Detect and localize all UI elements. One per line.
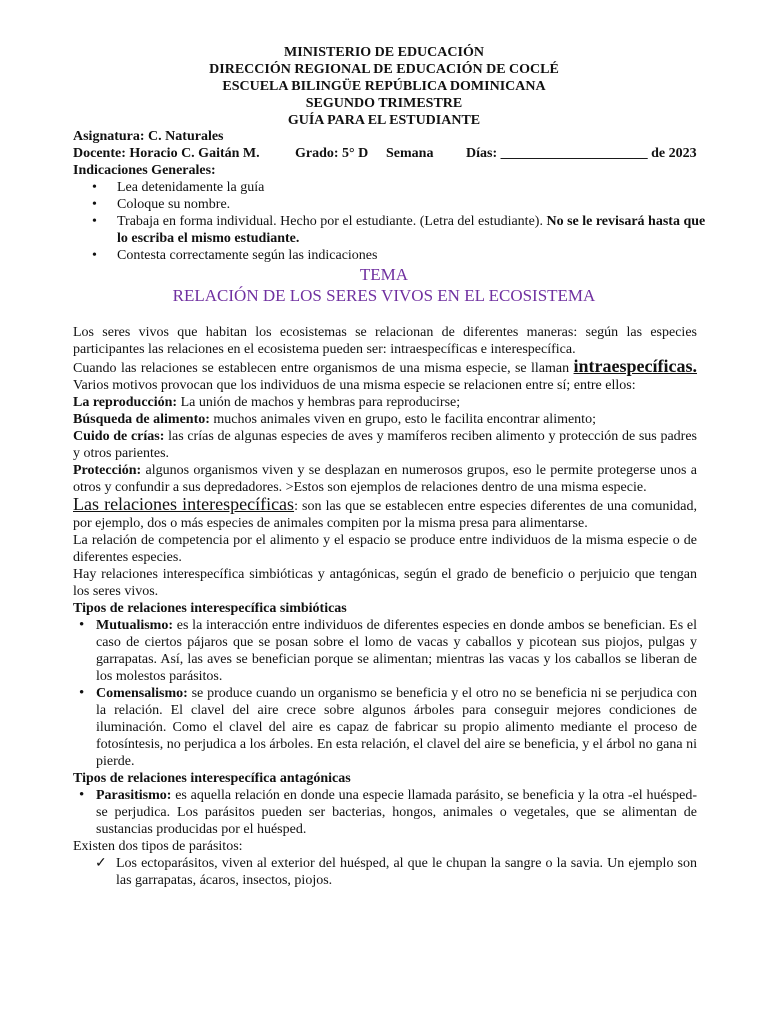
label-proteccion: Protección: bbox=[73, 463, 142, 478]
subheading-simbioticas bbox=[73, 600, 697, 617]
list-item bbox=[73, 855, 697, 889]
text-span: algunos organismos viven y se desplazan en numerosos grupos, eso le permite protegerse unos a otros y confundir a sus depredadores. >Estos son ejemplos de relaciones dentro de una misma especie. bbox=[73, 463, 697, 495]
parasitos-list bbox=[73, 855, 697, 889]
text-span: Cuando las relaciones se establecen entre organismos de una misma especie, se llaman bbox=[73, 361, 574, 376]
asignatura-line: Asignatura: C. Naturales bbox=[73, 129, 224, 144]
list-item-text: Coloque su nombre. bbox=[117, 197, 231, 212]
header-school: ESCUELA BILINGÜE REPÚBLICA DOMINICANA bbox=[222, 79, 546, 94]
label-comensalismo: Comensalismo: bbox=[96, 686, 188, 701]
subheading-text: Tipos de relaciones interespecífica antagónicas bbox=[73, 771, 351, 786]
header-trimester: SEGUNDO TRIMESTRE bbox=[305, 96, 463, 111]
topic-heading bbox=[0, 264, 768, 306]
list-item bbox=[89, 213, 709, 247]
list-item bbox=[89, 179, 709, 196]
paragraph-interespecificas bbox=[73, 496, 697, 532]
text-span: Los ectoparásitos, viven al exterior del huésped, al que le chupan la sangre o la savia. Un ejemplo son las garrapatas, ácaros, insectos, piojos. bbox=[116, 856, 697, 888]
label-busqueda: Búsqueda de alimento: bbox=[73, 412, 210, 427]
text-span: se produce cuando un organismo se beneficia y el otro no se beneficia ni se perjudica con la relación. El clavel del aire crece sobre algunos árboles para conseguir mejores condiciones de iluminación. Como el clavel del aire es capaz de fabricar su propio alimento mediante el proceso de fotosíntesis, no perjudica a los árboles. En esta relación, el clavel del aire se beneficia, y el árbol no gana ni pierde. bbox=[96, 686, 697, 769]
text-span: : son las que se establecen entre especies diferentes de una comunidad, por ejemplo, dos o más especies de animales compiten por la misma presa para alimentarse. bbox=[73, 499, 697, 531]
indicaciones-list bbox=[89, 179, 709, 264]
list-item bbox=[73, 685, 697, 770]
dias-label: Días: _____________________ de 2023 bbox=[466, 146, 697, 161]
paragraph-busqueda bbox=[73, 411, 697, 428]
checkmark-icon: ✓ bbox=[95, 856, 107, 871]
text-span: es aquella relación en donde una especie llamada parásito, se beneficia y la otra -el huésped- se perjudica. Los parásitos pueden ser bacterias, hongos, animales o vegetales, que se alimentan de sustancias producidas por el huésped. bbox=[96, 788, 697, 837]
paragraph-competencia: La relación de competencia por el alimento y el espacio se produce entre individuos de la misma especie o de diferentes especies. bbox=[73, 533, 697, 565]
list-item-text: Contesta correctamente según las indicaciones bbox=[117, 248, 378, 263]
list-item-text: Lea detenidamente la guía bbox=[117, 180, 265, 195]
document-body bbox=[73, 324, 697, 889]
header-ministry: MINISTERIO DE EDUCACIÓN bbox=[284, 45, 484, 60]
term-interespecificas: Las relaciones interespecíficas bbox=[73, 494, 295, 514]
list-item-bold-text: No se le revisará hasta que lo escriba el mismo estudiante. bbox=[117, 214, 706, 246]
topic-title: RELACIÓN DE LOS SERES VIVOS EN EL ECOSISTEMA bbox=[172, 286, 596, 305]
label-parasitismo: Parasitismo: bbox=[96, 788, 172, 803]
text-span: La unión de machos y hembras para reproducirse; bbox=[177, 395, 461, 410]
paragraph-tipos: Hay relaciones interespecífica simbióticas y antagónicas, según el grado de beneficio o perjuicio que tengan los seres vivos. bbox=[73, 567, 697, 599]
docente-line bbox=[73, 145, 703, 162]
meta-block bbox=[73, 128, 703, 179]
text-span: muchos animales viven en grupo, esto le facilita encontrar alimento; bbox=[209, 412, 596, 427]
list-item-text: Trabaja en forma individual. Hecho por el estudiante. (Letra del estudiante). bbox=[117, 214, 547, 229]
subheading-antagonicas bbox=[73, 770, 697, 787]
term-intraespecificas: intraespecíficas. bbox=[573, 356, 697, 376]
document-header bbox=[0, 44, 768, 129]
indicaciones-heading: Indicaciones Generales: bbox=[73, 163, 216, 178]
text-span: es la interacción entre individuos de diferentes especies en donde ambos se benefician. Es el caso de ciertos pájaros que se posan sobre el lomo de vacas y caballos y picotean sus piojos, pulgas y garrapatas. Así, las aves se benefician porque se alimentan; mientras las vacas y los caballos se liberan de los molestos parásitos. bbox=[96, 618, 697, 684]
subheading-text: Tipos de relaciones interespecífica simbióticas bbox=[73, 601, 347, 616]
list-item bbox=[73, 617, 697, 685]
header-guide-title: GUÍA PARA EL ESTUDIANTE bbox=[287, 113, 481, 128]
label-reproduccion: La reproducción: bbox=[73, 395, 178, 410]
label-mutualismo: Mutualismo: bbox=[96, 618, 173, 633]
docente-label: Docente: Horacio C. Gaitán M. bbox=[73, 146, 260, 161]
header-region: DIRECCIÓN REGIONAL DE EDUCACIÓN DE COCLÉ bbox=[209, 62, 559, 77]
topic-label: TEMA bbox=[359, 265, 409, 284]
label-cuido: Cuido de crías: bbox=[73, 429, 165, 444]
list-item bbox=[73, 787, 697, 838]
paragraph-intro: Los seres vivos que habitan los ecosistemas se relacionan de diferentes maneras: según las especies participantes las relaciones en el ecosistema pueden ser: intraespecíficas e interespecífica. bbox=[73, 325, 697, 357]
antagonicas-list bbox=[73, 787, 697, 838]
text-span: las crías de algunas especies de aves y mamíferos reciben alimento y protección de sus padres y otros parientes. bbox=[73, 429, 697, 461]
simbioticas-list bbox=[73, 617, 697, 770]
paragraph-cuido bbox=[73, 428, 697, 462]
semana-label: Semana bbox=[386, 146, 434, 161]
list-item bbox=[89, 247, 709, 264]
text-span: Varios motivos provocan que los individuos de una misma especie se relacionen entre sí; entre ellos: bbox=[73, 378, 636, 393]
list-item bbox=[89, 196, 709, 213]
paragraph-intraespecificas bbox=[73, 358, 697, 394]
paragraph-reproduccion bbox=[73, 394, 697, 411]
paragraph-existen: Existen dos tipos de parásitos: bbox=[73, 839, 243, 854]
grado-label: Grado: 5° D bbox=[295, 146, 369, 161]
paragraph-proteccion bbox=[73, 462, 697, 496]
